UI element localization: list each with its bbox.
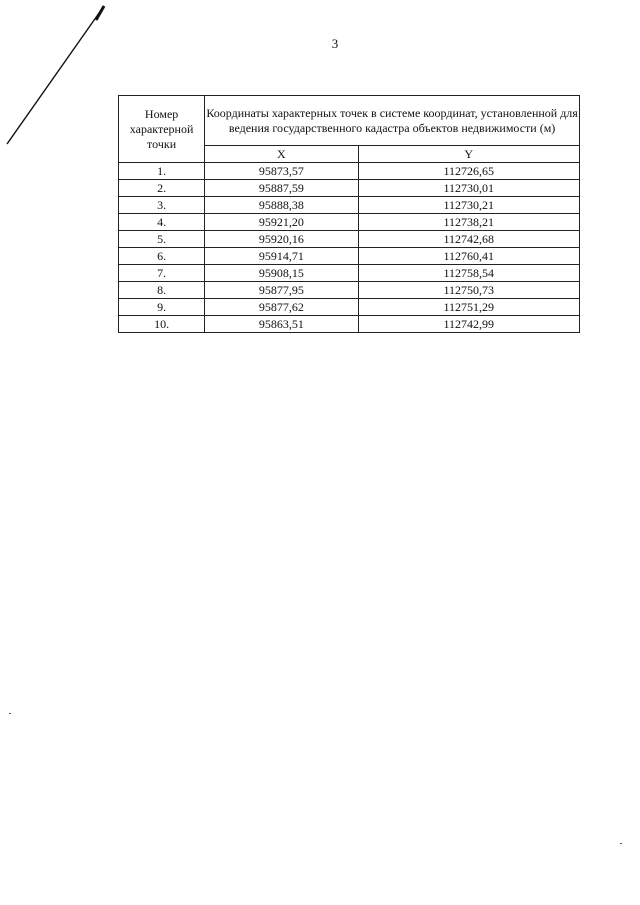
y-value: 112730,01 — [358, 180, 580, 197]
point-number: 1. — [119, 163, 205, 180]
header-x: X — [205, 146, 358, 163]
point-number: 3. — [119, 197, 205, 214]
point-number: 2. — [119, 180, 205, 197]
x-value: 95887,59 — [205, 180, 358, 197]
table-row — [119, 282, 580, 299]
y-value: 112751,29 — [358, 299, 580, 316]
scan-speck — [620, 843, 622, 844]
x-value: 95863,51 — [205, 316, 358, 333]
y-value: 112742,99 — [358, 316, 580, 333]
y-value: 112760,41 — [358, 248, 580, 265]
header-point-number: Номер характерной точки — [119, 96, 205, 163]
table-row — [119, 231, 580, 248]
header-y: Y — [358, 146, 580, 163]
y-value: 112726,65 — [358, 163, 580, 180]
scan-speck — [9, 713, 11, 714]
x-value: 95921,20 — [205, 214, 358, 231]
point-number: 7. — [119, 265, 205, 282]
table-row — [119, 197, 580, 214]
point-number: 5. — [119, 231, 205, 248]
x-value: 95873,57 — [205, 163, 358, 180]
point-number: 4. — [119, 214, 205, 231]
y-value: 112750,73 — [358, 282, 580, 299]
point-number: 10. — [119, 316, 205, 333]
x-value: 95877,95 — [205, 282, 358, 299]
table-row — [119, 316, 580, 333]
point-number: 9. — [119, 299, 205, 316]
coordinates-table — [118, 95, 580, 333]
table-row — [119, 180, 580, 197]
y-value: 112742,68 — [358, 231, 580, 248]
table-row — [119, 265, 580, 282]
header-coordinates: Координаты характерных точек в системе координат, установленной для ведения государственного кадастра объектов недвижимости (м) — [205, 96, 580, 146]
y-value: 112738,21 — [358, 214, 580, 231]
point-number: 8. — [119, 282, 205, 299]
x-value: 95920,16 — [205, 231, 358, 248]
scan-artifact-line — [0, 0, 110, 150]
table-row — [119, 163, 580, 180]
x-value: 95877,62 — [205, 299, 358, 316]
x-value: 95888,38 — [205, 197, 358, 214]
page-number: 3 — [331, 36, 339, 51]
y-value: 112758,54 — [358, 265, 580, 282]
x-value: 95908,15 — [205, 265, 358, 282]
y-value: 112730,21 — [358, 197, 580, 214]
x-value: 95914,71 — [205, 248, 358, 265]
table-row — [119, 248, 580, 265]
point-number: 6. — [119, 248, 205, 265]
table-row — [119, 299, 580, 316]
table-row — [119, 214, 580, 231]
